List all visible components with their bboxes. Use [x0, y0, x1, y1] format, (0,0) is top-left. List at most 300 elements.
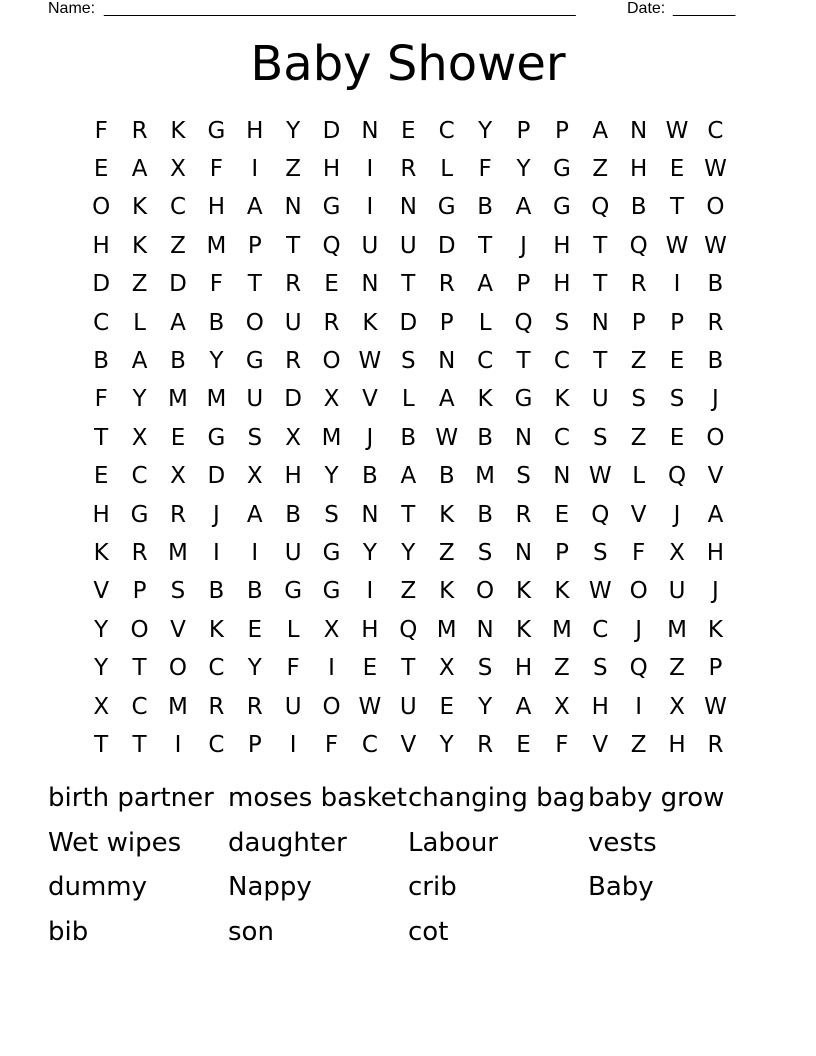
grid-letter: R [131, 117, 148, 144]
grid-letter: Z [170, 232, 186, 259]
grid-letter: Y [286, 117, 301, 144]
grid-letter: Z [400, 578, 417, 605]
grid-letter: D [169, 271, 187, 298]
grid-letter: D [399, 309, 418, 336]
grid-letter: W [358, 693, 382, 720]
grid-letter: B [208, 578, 225, 605]
grid-letter: F [286, 655, 300, 682]
grid-letter: K [515, 578, 532, 605]
grid-letter: H [668, 731, 686, 758]
grid-letter: W [358, 348, 382, 375]
grid-letter: Q [629, 655, 648, 682]
grid-letter: N [361, 501, 379, 528]
grid-letter: R [477, 731, 494, 758]
grid-letter: Q [322, 232, 341, 259]
grid-letter: S [477, 539, 493, 566]
grid-letter: D [207, 463, 226, 490]
grid-letter: J [366, 424, 374, 451]
grid-letter: T [247, 271, 262, 298]
word-list-item: baby grow [588, 783, 725, 813]
grid-letter: A [477, 271, 493, 298]
grid-letter: S [477, 655, 493, 682]
grid-letter: I [366, 156, 374, 183]
grid-letter: X [323, 386, 340, 413]
grid-letter: G [207, 117, 226, 144]
grid-letter: C [707, 117, 724, 144]
grid-letter: S [516, 463, 531, 490]
grid-letter: P [631, 309, 646, 336]
word-list-item: moses basket [228, 783, 407, 813]
grid-letter: F [94, 386, 108, 413]
grid-letter: G [437, 194, 456, 221]
grid-letter: U [399, 693, 417, 720]
grid-letter: L [133, 309, 146, 336]
grid-letter: L [401, 386, 415, 413]
grid-letter: I [212, 539, 220, 566]
grid-letter: X [131, 424, 148, 451]
grid-letter: O [706, 194, 725, 221]
grid-letter: S [592, 424, 608, 451]
grid-letter: C [169, 194, 186, 221]
grid-letter: G [245, 348, 264, 375]
grid-letter: J [212, 501, 220, 528]
grid-letter: V [592, 731, 609, 758]
grid-letter: T [132, 655, 147, 682]
grid-letter: X [554, 693, 570, 720]
grid-letter: M [475, 463, 496, 490]
grid-letter: R [515, 501, 532, 528]
grid-letter: E [247, 616, 263, 643]
grid-letter: I [328, 655, 335, 682]
grid-letter: K [515, 616, 532, 643]
grid-letter: Z [285, 156, 302, 183]
grid-letter: R [630, 271, 647, 298]
grid-letter: N [630, 117, 648, 144]
grid-letter: T [670, 194, 685, 221]
grid-letter: Q [668, 463, 687, 490]
grid-letter: Y [478, 693, 493, 720]
grid-letter: G [322, 539, 341, 566]
grid-letter: Y [478, 117, 493, 144]
grid-letter: Z [438, 539, 455, 566]
word-list-item: Wet wipes [48, 827, 182, 858]
grid-letter: B [246, 578, 263, 605]
grid-letter: C [93, 309, 110, 336]
word-list-item: daughter [228, 827, 347, 858]
grid-letter: S [554, 309, 570, 336]
grid-letter: B [362, 463, 378, 490]
grid-letter: H [207, 194, 226, 221]
grid-letter: G [130, 501, 149, 528]
grid-letter: I [366, 578, 374, 605]
grid-letter: B [208, 309, 225, 336]
grid-letter: Y [94, 616, 109, 643]
grid-letter: K [477, 386, 493, 413]
grid-letter: K [554, 578, 570, 605]
grid-letter: C [208, 655, 225, 682]
grid-letter: Z [630, 348, 647, 375]
grid-letter: T [593, 232, 608, 259]
grid-letter: X [93, 693, 110, 720]
grid-letter: Y [516, 156, 531, 183]
grid-letter: K [208, 616, 224, 643]
grid-letter: I [174, 731, 182, 758]
grid-letter: N [361, 117, 379, 144]
grid-letter: K [439, 578, 455, 605]
grid-letter: E [669, 156, 685, 183]
grid-letter: H [284, 463, 302, 490]
grid-letter: F [94, 117, 108, 144]
grid-letter: J [635, 616, 643, 643]
grid-letter: R [707, 309, 724, 336]
grid-letter: C [592, 616, 609, 643]
grid-letter: Z [630, 731, 647, 758]
grid-letter: X [285, 424, 302, 451]
word-list [48, 778, 768, 956]
grid-letter: A [170, 309, 186, 336]
grid-letter: K [439, 501, 455, 528]
grid-letter: I [251, 156, 259, 183]
grid-letter: Z [592, 156, 609, 183]
word-list-item: vests [588, 827, 657, 858]
grid-letter: A [131, 348, 148, 375]
grid-letter: W [665, 232, 689, 259]
word-list-item: Nappy [228, 872, 312, 903]
grid-letter: J [673, 501, 681, 528]
grid-letter: R [323, 309, 340, 336]
grid-letter: S [247, 424, 263, 451]
grid-letter: T [94, 424, 109, 451]
grid-letter: Z [630, 424, 647, 451]
grid-letter: V [362, 386, 378, 413]
grid-letter: G [207, 424, 226, 451]
grid-letter: G [552, 194, 571, 221]
grid-letter: K [132, 232, 148, 259]
grid-letter: P [132, 578, 147, 605]
grid-letter: W [704, 693, 727, 720]
word-list-item: dummy [48, 872, 148, 903]
grid-letter: X [170, 463, 186, 490]
grid-letter: H [92, 501, 110, 528]
grid-letter: N [514, 424, 533, 451]
grid-letter: G [322, 194, 341, 221]
grid-letter: V [707, 463, 724, 490]
grid-letter: U [361, 232, 379, 259]
grid-letter: H [553, 232, 571, 259]
grid-letter: S [324, 501, 339, 528]
grid-letter: T [401, 655, 416, 682]
grid-letter: A [400, 463, 417, 490]
grid-letter: K [132, 194, 148, 221]
word-list-item: changing bag [408, 783, 586, 813]
grid-letter: B [438, 463, 455, 490]
grid-letter: L [632, 463, 646, 490]
grid-letter: H [514, 655, 533, 682]
grid-letter: S [401, 348, 416, 375]
grid-letter: A [515, 194, 532, 221]
grid-letter: X [669, 693, 685, 720]
grid-letter: I [366, 194, 374, 221]
grid-letter: T [94, 731, 109, 758]
name-label: Name: [48, 0, 96, 17]
grid-letter: C [361, 731, 378, 758]
grid-letter: E [324, 271, 339, 298]
grid-letter: Y [132, 386, 147, 413]
grid-letter: A [438, 386, 455, 413]
date-blank-line: _______ [673, 0, 736, 17]
grid-letter: W [588, 463, 612, 490]
grid-letter: Q [514, 309, 533, 336]
grid-letter: C [553, 424, 570, 451]
grid-letter: M [321, 424, 342, 451]
grid-letter: H [630, 156, 648, 183]
grid-letter: P [247, 731, 262, 758]
grid-letter: B [93, 348, 110, 375]
word-list-item: Labour [408, 827, 498, 858]
grid-letter: T [286, 232, 301, 259]
grid-letter: N [514, 539, 533, 566]
grid-letter: W [588, 578, 612, 605]
grid-letter: P [247, 232, 262, 259]
grid-letter: S [631, 386, 646, 413]
grid-letter: B [400, 424, 417, 451]
grid-letter: M [551, 616, 572, 643]
grid-letter: B [707, 271, 724, 298]
grid-letter: A [246, 194, 263, 221]
grid-letter: F [555, 731, 569, 758]
grid-letter: Y [247, 655, 262, 682]
grid-letter: M [168, 386, 188, 413]
grid-letter: V [93, 578, 110, 605]
grid-letter: A [246, 501, 263, 528]
grid-letter: J [520, 232, 527, 259]
word-list-item: birth partner [48, 783, 214, 813]
grid-letter: K [554, 386, 570, 413]
grid-letter: G [322, 578, 341, 605]
grid-letter: Q [591, 194, 610, 221]
date-label: Date: [627, 0, 666, 17]
grid-letter: I [635, 693, 643, 720]
grid-letter: B [477, 501, 493, 528]
grid-letter: U [668, 578, 686, 605]
name-blank-line: _____________________________________________________ [104, 0, 576, 17]
grid-letter: K [170, 117, 186, 144]
grid-letter: P [554, 539, 569, 566]
grid-letter: P [554, 117, 569, 144]
grid-letter: L [478, 309, 492, 336]
grid-letter: C [131, 463, 148, 490]
word-search-grid [82, 112, 735, 765]
grid-letter: F [324, 731, 339, 758]
grid-letter: T [593, 348, 608, 375]
grid-letter: A [515, 693, 532, 720]
grid-letter: U [399, 232, 417, 259]
grid-letter: O [168, 655, 188, 682]
grid-letter: R [285, 348, 302, 375]
grid-letter: T [401, 271, 416, 298]
grid-letter: N [476, 616, 494, 643]
grid-letter: E [401, 117, 416, 144]
grid-letter: E [170, 424, 186, 451]
grid-letter: D [284, 386, 302, 413]
grid-letter: X [246, 463, 263, 490]
header-line [48, 0, 748, 20]
grid-letter: Y [401, 539, 416, 566]
grid-letter: Y [94, 655, 109, 682]
grid-letter: O [629, 578, 648, 605]
grid-letter: N [438, 348, 456, 375]
grid-letter: Y [362, 539, 377, 566]
grid-letter: S [669, 386, 685, 413]
word-list-item: bib [48, 916, 89, 947]
grid-letter: F [209, 156, 223, 183]
grid-letter: C [208, 731, 225, 758]
word-list-item: son [228, 916, 274, 947]
grid-letter: H [92, 232, 110, 259]
grid-letter: K [707, 616, 723, 643]
grid-letter: B [170, 348, 186, 375]
grid-letter: R [169, 501, 186, 528]
grid-letter: E [516, 731, 531, 758]
word-list-item: crib [408, 872, 457, 903]
grid-letter: Z [131, 271, 148, 298]
grid-letter: V [630, 501, 647, 528]
grid-letter: O [92, 194, 111, 221]
grid-letter: G [284, 578, 303, 605]
grid-letter: R [707, 731, 724, 758]
grid-letter: T [478, 232, 493, 259]
grid-letter: T [132, 731, 147, 758]
grid-letter: R [400, 156, 417, 183]
grid-letter: Z [554, 655, 570, 682]
grid-letter: O [245, 309, 264, 336]
grid-letter: U [591, 386, 609, 413]
grid-letter: S [170, 578, 186, 605]
grid-letter: V [400, 731, 417, 758]
grid-letter: T [516, 348, 531, 375]
grid-letter: N [361, 271, 379, 298]
grid-letter: H [706, 539, 725, 566]
grid-letter: O [322, 348, 341, 375]
grid-letter: Y [324, 463, 339, 490]
grid-letter: E [439, 693, 454, 720]
grid-letter: F [632, 539, 646, 566]
grid-letter: Q [399, 616, 418, 643]
grid-letter: I [289, 731, 297, 758]
grid-letter: U [284, 539, 302, 566]
grid-letter: M [168, 693, 188, 720]
grid-letter: X [438, 655, 455, 682]
grid-letter: N [399, 194, 417, 221]
grid-letter: I [673, 271, 681, 298]
grid-letter: C [438, 117, 455, 144]
grid-letter: W [435, 424, 459, 451]
grid-letter: L [440, 156, 454, 183]
grid-letter: M [667, 616, 687, 643]
grid-letter: E [554, 501, 570, 528]
grid-letter: D [437, 232, 456, 259]
grid-letter: E [93, 156, 109, 183]
grid-letter: B [477, 194, 493, 221]
grid-letter: Y [439, 731, 454, 758]
grid-letter: C [553, 348, 570, 375]
grid-letter: F [209, 271, 223, 298]
grid-letter: W [704, 232, 727, 259]
grid-letter: R [438, 271, 455, 298]
grid-letter: Q [629, 232, 648, 259]
grid-letter: P [516, 271, 531, 298]
grid-letter: B [285, 501, 302, 528]
grid-letter: O [706, 424, 725, 451]
grid-letter: M [168, 539, 188, 566]
grid-letter: P [708, 655, 723, 682]
grid-letter: D [92, 271, 111, 298]
grid-letter: R [131, 539, 148, 566]
grid-letter: O [130, 616, 149, 643]
grid-letter: X [170, 156, 186, 183]
grid-letter: V [170, 616, 186, 643]
grid-letter: F [478, 156, 492, 183]
grid-letter: Y [209, 348, 224, 375]
grid-letter: U [246, 386, 264, 413]
grid-letter: H [553, 271, 571, 298]
grid-letter: A [592, 117, 609, 144]
grid-letter: R [285, 271, 302, 298]
grid-letter: S [592, 539, 608, 566]
grid-letter: P [516, 117, 531, 144]
grid-letter: W [704, 156, 727, 183]
grid-letter: H [591, 693, 609, 720]
grid-letter: M [206, 386, 227, 413]
grid-letter: E [669, 424, 685, 451]
grid-letter: J [712, 386, 719, 413]
grid-letter: X [323, 616, 340, 643]
grid-letter: R [208, 693, 225, 720]
grid-letter: C [131, 693, 148, 720]
grid-letter: X [669, 539, 685, 566]
grid-letter: K [362, 309, 378, 336]
grid-letter: O [476, 578, 495, 605]
grid-letter: W [665, 117, 689, 144]
grid-letter: Z [669, 655, 685, 682]
grid-letter: B [707, 348, 724, 375]
grid-letter: O [322, 693, 341, 720]
grid-letter: B [477, 424, 493, 451]
grid-letter: H [361, 616, 379, 643]
grid-letter: D [322, 117, 341, 144]
grid-letter: K [93, 539, 109, 566]
grid-letter: B [630, 194, 647, 221]
word-list-item: Baby [588, 872, 654, 903]
grid-letter: N [553, 463, 571, 490]
grid-letter: G [552, 156, 571, 183]
grid-letter: M [206, 232, 227, 259]
grid-letter: H [322, 156, 341, 183]
grid-letter: P [670, 309, 684, 336]
grid-letter: R [246, 693, 263, 720]
page-title: Baby Shower [250, 36, 566, 92]
grid-letter: E [362, 655, 378, 682]
grid-letter: L [286, 616, 300, 643]
grid-letter: E [669, 348, 685, 375]
grid-letter: U [284, 309, 302, 336]
grid-letter: S [592, 655, 608, 682]
grid-letter: H [246, 117, 264, 144]
grid-letter: Q [591, 501, 610, 528]
grid-letter: T [593, 271, 608, 298]
grid-letter: G [514, 386, 533, 413]
grid-letter: T [401, 501, 416, 528]
